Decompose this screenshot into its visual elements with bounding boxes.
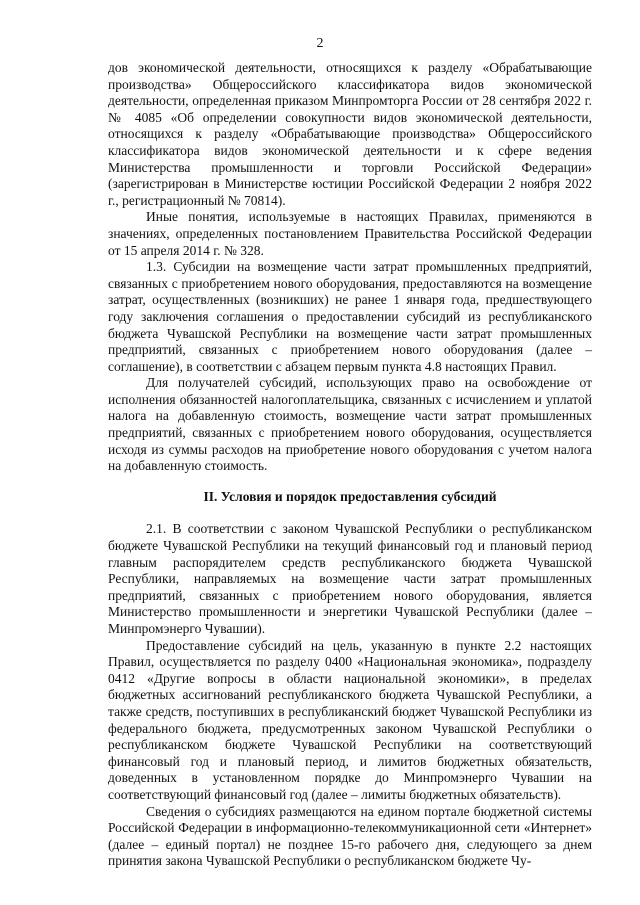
paragraph-vat-exemption: Для получателей субсидий, использующих право на освобождение от исполнения обязанностей налогоплательщика, связанных с исчислением и уплатой налога на добавленную стоимость, возмещение части затрат промышленных предприятий, связанных с приобретением нового оборудования, осуществляется исходя из суммы расходов на приобретение нового оборудования с учетом налога на добавленную стоимость. bbox=[108, 375, 592, 474]
document-body bbox=[108, 60, 592, 870]
paragraph-portal-info: Сведения о субсидиях размещаются на едином портале бюджетной системы Российской Федерации в информационно-телекоммуникационной сети «Интернет» (далее – единый портал) не позднее 15-го рабочего дня, следующего за днем принятия закона Чувашской Республики о республиканском бюджете Чу- bbox=[108, 803, 592, 869]
page-number: 2 bbox=[316, 36, 324, 51]
paragraph-2-1: 2.1. В соответствии с законом Чувашской Республики о республиканском бюджете Чувашской Республики на текущий финансовый год и плановый период главным распорядителем средств республиканского бюджета Чувашской Республики, направляемых на возмещение части затрат промышленных предприятий, связанных с приобретением нового оборудования, является Министерство промышленности и энергетики Чувашской Республики (далее – Минпромэнерго Чувашии). bbox=[108, 521, 592, 636]
paragraph-budget-allocation: Предоставление субсидий на цель, указанную в пункте 2.2 настоящих Правил, осуществляется по разделу 0400 «Национальная экономика», подразделу 0412 «Другие вопросы в области национальной экономики», в пределах бюджетных ассигнований республиканского бюджета Чувашской Республики, а также средств, поступивших в республиканский бюджет Чувашской Республики из федерального бюджета, предусмотренных законом Чувашской Республики о республиканском бюджете Чувашской Республики на соответствующий финансовый год и плановый период, и лимитов бюджетных обязательств, доведенных в установленном порядке до Минпромэнерго Чувашии на соответствующий финансовый год (далее – лимиты бюджетных обязательств). bbox=[108, 637, 592, 802]
paragraph-other-terms: Иные понятия, используемые в настоящих Правилах, применяются в значениях, определенных постановлением Правительства Российской Федерации от 15 апреля 2014 г. № 328. bbox=[108, 209, 592, 258]
paragraph-definitions-continued: дов экономической деятельности, относящихся к разделу «Обрабатывающие производства» Общероссийского классификатора видов экономической деятельности, определенная приказом Минпромторга России от 28 сентября 2022 г. № 4085 «Об определении совокупности видов экономической деятельности, относящихся к разделу «Обрабатывающие производства» Общероссийского классификатора видов экономической деятельности и к сфере ведения Министерства промышленности и торговли Российской Федерации» (зарегистрирован в Министерстве юстиции Российской Федерации 2 ноября 2022 г., регистрационный № 70814). bbox=[108, 60, 592, 208]
section-heading-conditions: II. Условия и порядок предоставления субсидий bbox=[203, 488, 497, 504]
paragraph-1-3: 1.3. Субсидии на возмещение части затрат промышленных предприятий, связанных с приобретением нового оборудования, предоставляются на возмещение затрат, осуществленных (возникших) не ранее 1 января года, предшествующего году заключения соглашения о предоставлении субсидий из республиканского бюджета Чувашской Республики на возмещение части затрат промышленных предприятий, связанных с приобретением нового оборудования (далее – соглашение), в соответствии с абзацем первым пункта 4.8 настоящих Правил. bbox=[108, 259, 592, 374]
